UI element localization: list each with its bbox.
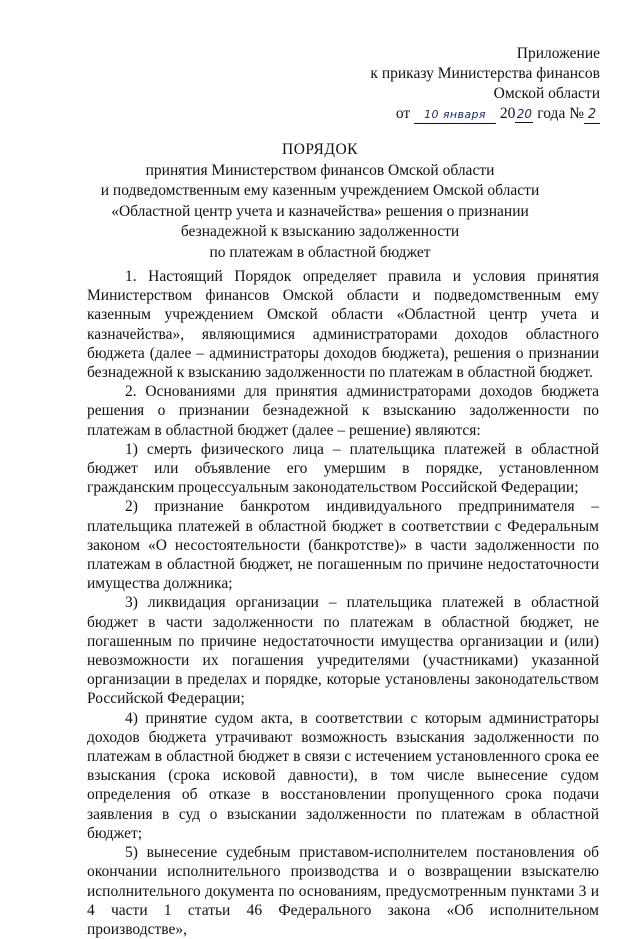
paragraph-2: 2. Основаниями для принятия администраторами доходов бюджета решения о признании безнадежной к взысканию задолженности по платежам в областной бюджет (далее – решение) являются: xyxy=(87,383,599,439)
appendix-label: Приложение xyxy=(516,45,600,62)
appendix-date-line xyxy=(300,104,600,124)
appendix-region: Омской области xyxy=(493,85,600,102)
date-prefix: от xyxy=(395,105,411,122)
title-line: безнадежной к взысканию задолженности xyxy=(180,223,460,240)
title-line: и подведомственным ему казенным учреждением Омской области xyxy=(100,182,540,199)
appendix-order-ref: к приказу Министерства финансов xyxy=(370,65,600,82)
title-line: принятия Министерством финансов Омской области xyxy=(145,161,495,179)
handwritten-order-number: 2 xyxy=(584,107,600,124)
paragraph-item-3: 3) ликвидация организации – плательщика платежей в областной бюджет в части задолженности по платежам в областной бюджет, не погашенным по причине недостаточности имущества организации и (или) невозможности их погашения учредителями (участниками) указанной организации в пределах и порядке, которые установлены законодательством Российской Федерации; xyxy=(87,594,599,708)
handwritten-date-day: 10 января xyxy=(414,107,496,124)
handwritten-date-year: 20 xyxy=(516,107,533,121)
date-suffix: года № xyxy=(537,105,584,122)
document-body xyxy=(87,267,599,939)
paragraph-item-1: 1) смерть физического лица – плательщика платежей в областной бюджет или объявление его умершим в порядке, установленном гражданским процессуальным законодательством Российской Федерации; xyxy=(87,440,599,497)
paragraph-item-4: 4) принятие судом акта, в соответствии с которым администраторы доходов бюджета утрачивают возможность взыскания задолженности по платежам в областной бюджет в связи с истечением установленного срока ее взыскания (срока исковой давности), в том числе вынесение судом определения об отказе в восстановлении пропущенного срока подачи заявления в суд о взыскании задолженности по платежам в областной бюджет; xyxy=(87,709,599,842)
title-line: по платежам в областной бюджет xyxy=(209,243,431,261)
title-line: «Областной центр учета и казначейства» решения о признании xyxy=(111,202,529,220)
paragraph-item-5: 5) вынесение судебным приставом-исполнителем постановления об окончании исполнительного производства и о возвращении взыскателю исполнительного документа по основаниям, предусмотренным пунктами 3 и 4 части 1 статьи 46 Федерального закона «Об исполнительном производстве», xyxy=(87,844,599,938)
paragraph-1: 1. Настоящий Порядок определяет правила и условия принятия Министерством финансов Омской области и подведомственным ему казенным учреждением Омской области «Областной центр учета и казначейства», являющимися администраторами доходов областного бюджета (далее – администраторы доходов бюджета), решения о признании безнадежной к взысканию задолженности по платежам в областной бюджет. xyxy=(87,268,599,382)
date-year-prefix: 20 xyxy=(499,105,516,122)
title-heading: ПОРЯДОК xyxy=(282,141,358,158)
document-title xyxy=(40,140,600,263)
appendix-header xyxy=(300,44,600,124)
paragraph-item-2: 2) признание банкротом индивидуального предпринимателя – плательщика платежей в областной бюджет в соответствии с Федеральным законом «О несостоятельности (банкротстве)» в части задолженности по платежам в областной бюджет, не погашенным по причине недостаточности имущества должника; xyxy=(87,498,599,593)
